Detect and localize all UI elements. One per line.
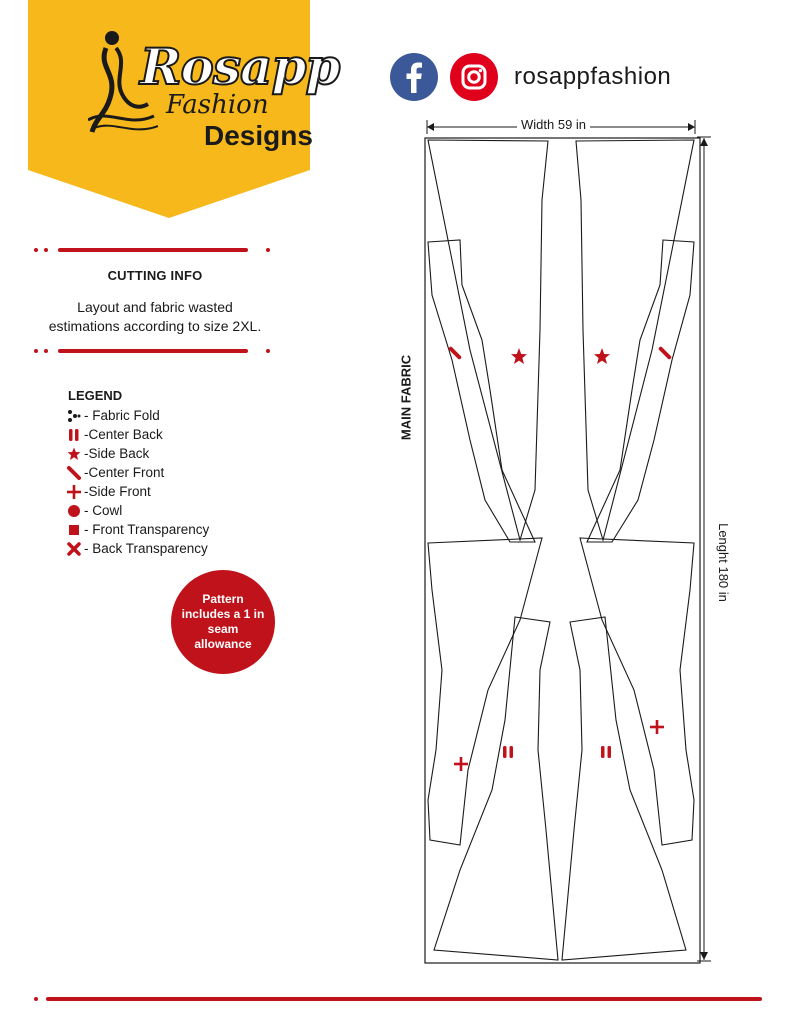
legend-item [66,539,209,558]
legend-item [66,520,209,539]
facebook-icon[interactable] [390,53,438,101]
legend-item [66,463,209,482]
side-back-icon [66,446,82,462]
cutting-info-title: CUTTING INFO [107,268,203,283]
legend-item [66,406,209,425]
divider-bottom [34,346,270,356]
logo-badge [28,0,340,218]
center-back-icon [66,427,82,443]
cowl-icon [66,503,82,519]
logo-designs: Designs [204,120,313,151]
legend-item [66,482,209,501]
legend-title: LEGEND [68,388,123,403]
fabric-layout-diagram [390,110,720,970]
legend-item [66,501,209,520]
legend-label: - Cowl [84,503,123,518]
legend-label: -Center Back [84,427,163,442]
back-transparency-icon [66,541,82,557]
fabric-rectangle [425,138,700,963]
divider-top [34,245,270,255]
fabric-fold-icon [66,408,82,424]
legend-item [66,444,209,463]
seam-allowance-badge [171,570,275,674]
footer-divider [34,994,764,1004]
social-handle[interactable]: rosappfashion [514,63,672,90]
seam-allowance-text: Pattern includes a 1 in seam allowance [181,592,265,651]
cutting-info-description: Layout and fabric wasted estimations according to size 2XL. [48,299,262,334]
main-fabric-label: MAIN FABRIC [398,354,414,441]
social-bar [390,52,671,102]
legend-item [66,425,209,444]
legend-label: -Center Front [84,465,165,480]
legend-label: - Back Transparency [84,541,208,556]
length-label: Lenght 180 in [716,519,731,606]
legend-label: -Side Back [84,446,150,461]
legend-list [66,406,209,558]
logo-script-fashion: Fashion [166,90,269,120]
width-label: Width 59 in [517,117,590,132]
legend-label: - Front Transparency [84,522,210,537]
logo-script-rosapp: Rosapp [140,37,340,96]
side-front-icon [66,484,82,500]
legend-label: -Side Front [84,484,151,499]
front-transparency-icon [66,522,82,538]
instagram-icon[interactable] [450,53,498,101]
center-front-icon [66,465,82,481]
legend-label: - Fabric Fold [84,408,160,423]
